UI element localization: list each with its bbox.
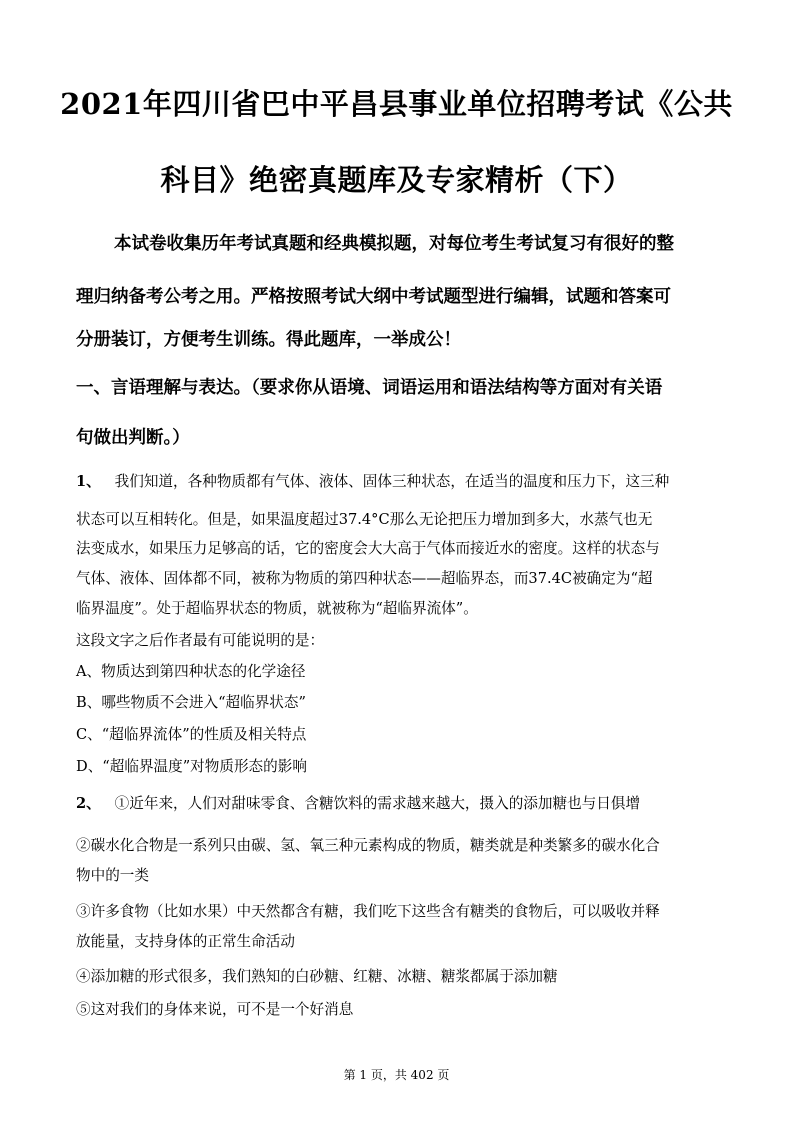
question-2-sentence-4: ④添加糖的形式很多，我们熟知的白砂糖、红糖、冰糖、糖浆都属于添加糖 [76, 968, 558, 985]
intro-line-1: 本试卷收集历年考试真题和经典模拟题，对每位考生考试复习有很好的整 [114, 234, 674, 254]
question-1-prompt: 这段文字之后作者最有可能说明的是： [76, 632, 325, 649]
question-2-sentence-3a: ③许多食物（比如水果）中天然都含有糖，我们吃下这些含有糖类的食物后，可以吸收并释 [76, 903, 660, 920]
question-1-line-5: 临界温度”。处于超临界状态的物质，就被称为“超临界流体”。 [76, 600, 478, 617]
section-heading-line-2: 句做出判断。） [76, 428, 190, 448]
question-2-sentence-3b: 放能量，支持身体的正常生命活动 [76, 933, 295, 950]
question-1-line-2: 状态可以互相转化。但是，如果温度超过37.4°C那么无论把压力增加到多大，水蒸气也无 [76, 511, 653, 528]
intro-line-2: 理归纳备考公考之用。严格按照考试大纲中考试题型进行编辑，试题和答案可 [76, 287, 671, 307]
question-1-option-a[interactable]: A、物质达到第四种状态的化学途径 [76, 663, 306, 680]
intro-line-3: 分册装订，方便考生训练。得此题库，一举成公！ [76, 330, 461, 350]
question-2-sentence-2a: ②碳水化合物是一系列只由碳、氢、氧三种元素构成的物质，糖类就是种类繁多的碳水化合 [76, 837, 660, 854]
question-1-line-4: 气体、液体、固体都不同，被称为物质的第四种状态——超临界态，而37.4C被确定为“超 [76, 570, 653, 587]
page-footer: 第 1 页，共 402 页 [343, 1068, 450, 1082]
section-heading-line-1: 一、言语理解与表达。（要求你从语境、词语运用和语法结构等方面对有关语 [76, 378, 663, 398]
question-1-option-d[interactable]: D、“超临界温度”对物质形态的影响 [76, 758, 307, 775]
question-1-line-3: 法变成水，如果压力足够高的话，它的密度会大大高于气体而接近水的密度。这样的状态与 [76, 540, 660, 557]
question-1-option-b[interactable]: B、哪些物质不会进入“超临界状态” [76, 694, 306, 711]
question-2-sentence-1: ①近年来，人们对甜味零食、含糖饮料的需求越来越大，摄入的添加糖也与日俱增 [114, 795, 641, 812]
question-2-sentence-5: ⑤这对我们的身体来说，可不是一个好消息 [76, 1001, 354, 1018]
question-1-number: 1、 [76, 473, 101, 490]
document-title-line-2: 科目》绝密真题库及专家精析（下） [160, 163, 633, 197]
question-2-sentence-2b: 物中的一类 [76, 867, 149, 884]
question-1-line-1 [76, 470, 721, 494]
question-2-number: 2、 [76, 795, 101, 812]
question-2-line-1 [76, 792, 721, 816]
question-1-text: 我们知道，各种物质都有气体、液体、固体三种状态，在适当的温度和压力下，这三种 [114, 473, 670, 490]
document-title-line-1: 2021年四川省巴中平昌县事业单位招聘考试《公共 [60, 87, 733, 121]
question-1-option-c[interactable]: C、“超临界流体”的性质及相关特点 [76, 726, 307, 743]
